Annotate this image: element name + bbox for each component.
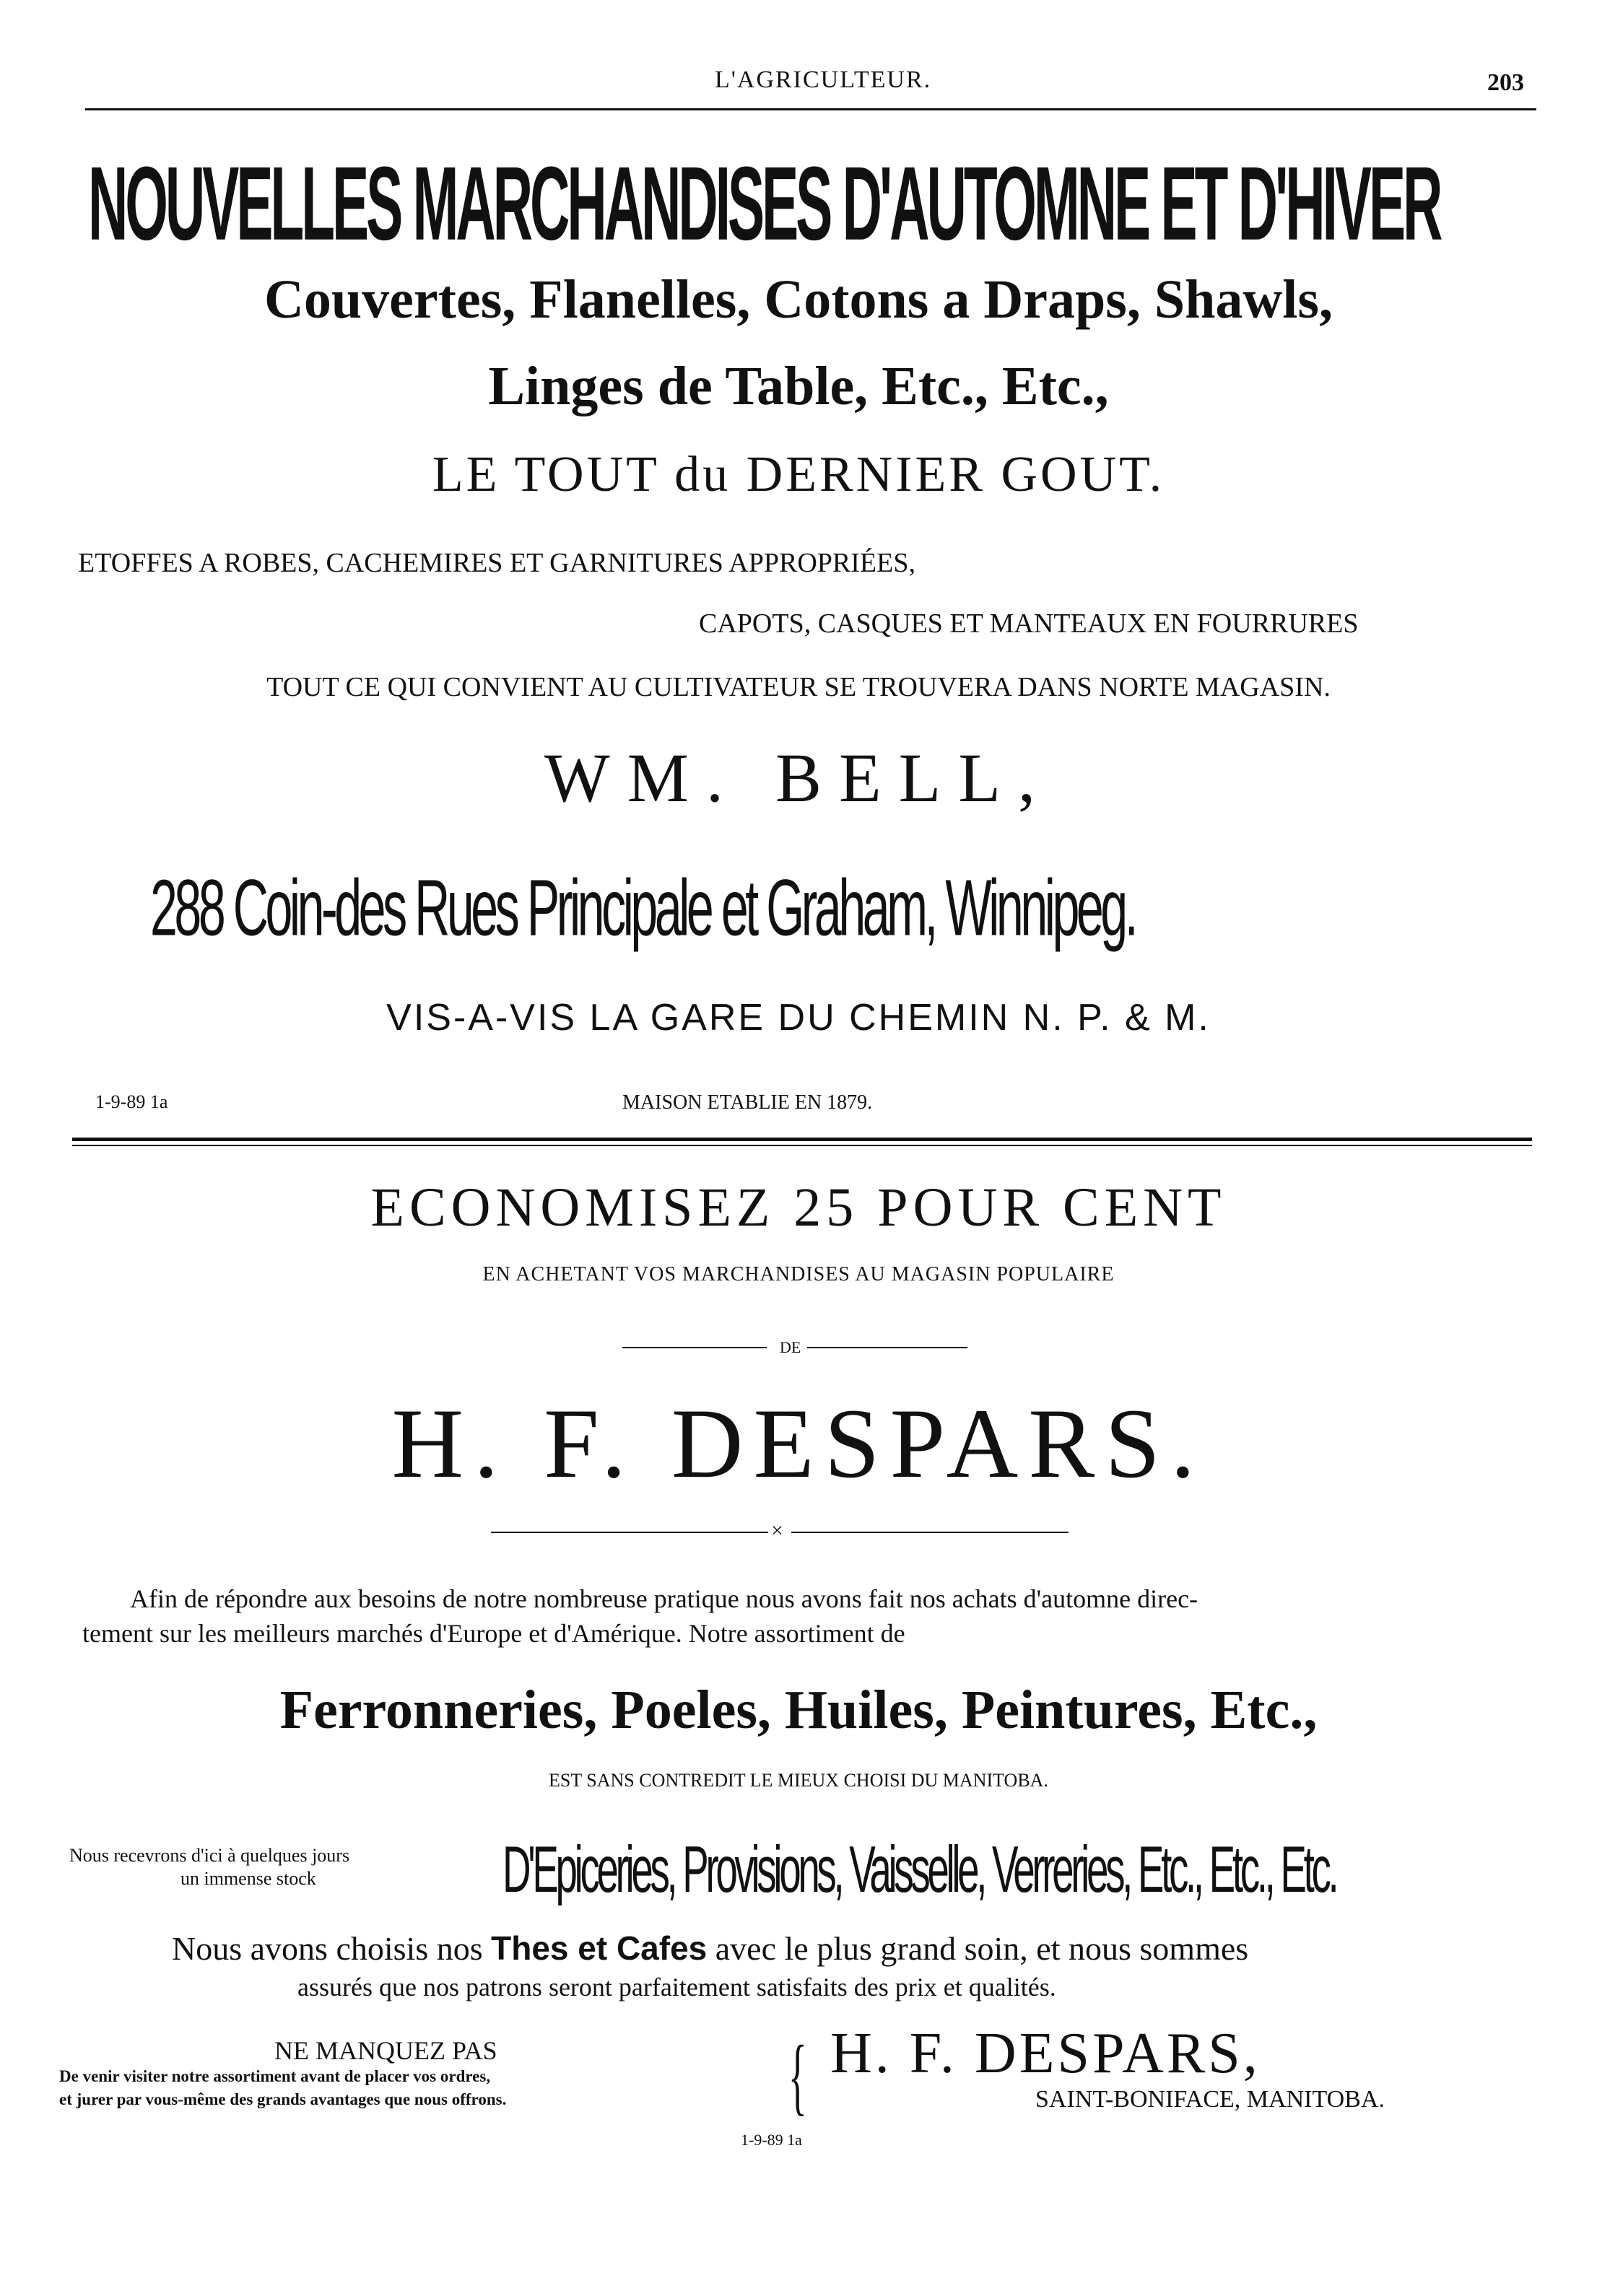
bell-line-5: CAPOTS, CASQUES ET MANTEAUX EN FOURRURES — [699, 608, 1359, 639]
bell-line-6: TOUT CE QUI CONVIENT AU CULTIVATEUR SE TROUVERA DANS NORTE MAGASIN. — [266, 672, 1331, 702]
bell-merchant-name: WM. BELL, — [544, 739, 1053, 816]
visit-line-2: et jurer par vous-même des grands avantages que nous offrons. — [59, 2090, 507, 2108]
teas-line-1 — [172, 1929, 1248, 1968]
despars-ad-code: 1-9-89 1a — [741, 2131, 802, 2149]
bell-established: MAISON ETABLIE EN 1879. — [622, 1091, 873, 1114]
running-title: L'AGRICULTEUR. — [715, 66, 932, 93]
despars-groceries: D'Epiceries, Provisions, Vaisselle, Verreries, Etc., Etc., Etc. — [502, 1833, 1336, 1907]
mark-rule-left — [491, 1532, 768, 1533]
dont-miss-label: NE MANQUEZ PAS — [274, 2036, 497, 2065]
bell-opposite-station: VIS-A-VIS LA GARE DU CHEMIN N. P. & M. — [386, 997, 1211, 1039]
de-rule-left — [622, 1347, 767, 1348]
bell-address: 288 Coin-des Rues Principale et Graham, Winnipeg. — [150, 864, 1136, 953]
section-rule-top — [72, 1138, 1532, 1141]
receive-note-line-1: Nous recevrons d'ici à quelques jours — [69, 1845, 350, 1866]
separator-mark: × — [771, 1519, 783, 1542]
bell-line-1: Couvertes, Flanelles, Cotons a Draps, Shawls, — [264, 269, 1333, 330]
mark-rule-right — [791, 1532, 1069, 1533]
bell-line-2: Linges de Table, Etc., Etc., — [488, 356, 1109, 416]
despars-goods: Ferronneries, Poeles, Huiles, Peintures, Etc., — [279, 1680, 1318, 1740]
despars-paragraph-line-2: tement sur les meilleurs marchés d'Europe et d'Amérique. Notre assortiment de — [82, 1619, 905, 1648]
despars-claim: EST SANS CONTREDIT LE MIEUX CHOISI DU MANITOBA. — [549, 1770, 1048, 1791]
de-rule-right — [807, 1347, 967, 1348]
teas-line-2: assurés que nos patrons seront parfaitement satisfaits des prix et qualités. — [297, 1973, 1056, 2002]
despars-merchant-name: H. F. DESPARS. — [391, 1388, 1206, 1498]
receive-note-line-2: un immense stock — [180, 1868, 316, 1889]
visit-line-1: De venir visiter notre assortiment avant de placer vos ordres, — [59, 2067, 491, 2085]
bell-headline: NOUVELLES MARCHANDISES D'AUTOMNE ET D'HIVER — [88, 144, 1440, 262]
de-label: DE — [780, 1338, 801, 1356]
bell-ad-code: 1-9-89 1a — [95, 1091, 168, 1112]
brace-icon: { — [788, 2027, 807, 2123]
despars-subline: EN ACHETANT VOS MARCHANDISES AU MAGASIN POPULAIRE — [482, 1263, 1115, 1286]
teas-and-coffees: Thes et Cafes — [491, 1929, 708, 1967]
despars-signature-place: SAINT-BONIFACE, MANITOBA. — [1035, 2086, 1385, 2113]
header-rule — [85, 108, 1536, 110]
bell-line-3: LE TOUT du DERNIER GOUT. — [432, 447, 1165, 502]
page-number: 203 — [1487, 69, 1524, 96]
bell-line-4: ETOFFES A ROBES, CACHEMIRES ET GARNITURES APPROPRIÉES, — [78, 548, 915, 578]
teas-line-1-start: Nous avons choisis nos — [172, 1930, 483, 1967]
teas-line-1-end: avec le plus grand soin, et nous sommes — [715, 1930, 1249, 1967]
section-rule-bottom — [72, 1145, 1532, 1146]
despars-headline: ECONOMISEZ 25 POUR CENT — [370, 1177, 1227, 1238]
despars-paragraph-line-1: Afin de répondre aux besoins de notre nombreuse pratique nous avons fait nos achats d'automne direc- — [130, 1584, 1198, 1613]
despars-signature-name: H. F. DESPARS, — [830, 2022, 1261, 2085]
